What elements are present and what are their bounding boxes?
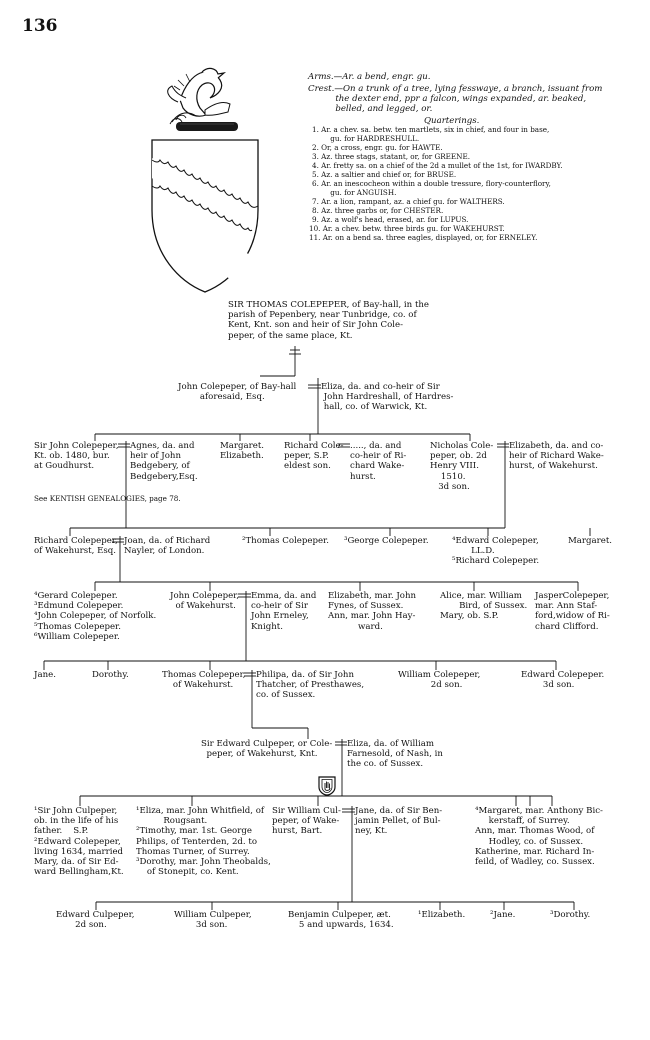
edward-culpeper-2d: Edward Culpeper, 2d son. [56, 910, 135, 931]
elizabeth-wakehurst: Elizabeth, da. and co- heir of Richard Wake- hurst, of Wakehurst. [509, 441, 604, 472]
sir-edward-culpeper: Sir Edward Culpeper, or Cole- peper, of Wakehurst, Knt. [201, 739, 333, 760]
thomas-colepeper-wakehurst: Thomas Colepeper, of Wakehurst. [162, 670, 246, 691]
emma-erneley: Emma, da. and co-heir of Sir John Erneley, Knight. [251, 591, 317, 632]
alice-mary: Alice, mar. William Bird, of Sussex. Mary, ob. S.P. [440, 591, 528, 622]
kentish-genealogies-note: See KENTISH GENEALOGIES, page 78. [34, 494, 181, 503]
margaret-elizabeth: Margaret. Elizabeth. [220, 441, 265, 462]
jane-gen9: ²Jane. [490, 910, 516, 920]
sir-john-culpeper-edward: ¹Sir John Culpeper, ob. in the life of his father. S.P. ²Edward Colepeper, living 1634, married Mary, da. of Sir Ed- ward Bellingham,Kt. [34, 806, 124, 878]
jane-pellet: Jane, da. of Sir Ben- jamin Pellet, of Bul- ney, Kt. [355, 806, 443, 837]
benjamin-culpeper: Benjamin Culpeper, æt. 5 and upwards, 1634. [288, 910, 394, 931]
sir-thomas-colepeper: SIR THOMAS COLEPEPER, of Bay-hall, in the parish of Pepenbery, near Tunbridge, co. of Kent, Knt. son and heir of Sir John Cole- peper, of the same place, Kt. [228, 300, 430, 341]
quartering-7: 7. Ar. a lion, rampant, az. a chief gu. for WALTHERS. [312, 197, 505, 206]
wakehurst-coheir: ....., da. and co-heir of Ri- chard Wake- hurst. [350, 441, 407, 482]
crest-blazon: Crest.—On a trunk of a tree, lying fesswaye, a branch, issuant from the dexter end, ppr a falcon, wings expanded, ar. beaked, belled, and legged, or. [308, 84, 603, 115]
nicholas-colepeper: Nicholas Cole- peper, ob. 2d Henry VIII. 1510. 3d son. [430, 441, 494, 492]
quartering-1: 1. Ar. a chev. sa. betw. ten martlets, six in chief, and four in base, gu. for HARDRESHULL. [312, 125, 550, 143]
john-colepeper-bayhall: John Colepeper, of Bay-hall aforesaid, Esq. [178, 382, 297, 403]
quartering-2: 2. Or, a cross, engr. gu. for HAWTE. [312, 143, 443, 152]
younger-sons-list: ⁴Gerard Colepeper. ³Edmund Colepeper. ⁴John Colepeper, of Norfolk. ⁵Thomas Colepeper. ⁶William Colepeper. [34, 591, 157, 642]
jane-gen6: Jane. [34, 670, 56, 680]
margaret-ann-katherine: ⁴Margaret, mar. Anthony Bic- kerstaff, of Surrey. Ann, mar. Thomas Wood, of Hodley, co. of Sussex. Katherine, mar. Richard In- feild, of Wadley, co. Sussex. [475, 806, 603, 868]
margaret-gen4: Margaret. [568, 536, 613, 546]
eliza-timothy-dorothy: ¹Eliza, mar. John Whitfield, of Rougsant. ²Timothy, mar. 1st. George Philips, of Tenterden, 2d. to Thomas Turner, of Surrey. ³Dorothy, mar. John Theobalds, of Stonepit, co. Kent. [136, 806, 271, 878]
quartering-3: 3. Az. three stags, statant, or, for GREENE. [312, 152, 470, 161]
quartering-9: 9. Az. a wolf's head, erased, ar. for LUPUS. [312, 215, 469, 224]
quartering-10: 10. Ar. a chev. betw. three birds gu. for WAKEHURST. [309, 224, 505, 233]
elizabeth-gen9: ¹Elizabeth. [418, 910, 466, 920]
richard-colepeper-sp: Richard Cole- peper, S.P. eldest son. [284, 441, 344, 472]
quartering-8: 8. Az. three garbs or, for CHESTER. [312, 206, 444, 215]
jasper-colepeper: JasperColepeper, mar. Ann Staf- ford,widow of Ri- chard Clifford. [535, 591, 610, 632]
dorothy-gen9: ³Dorothy. [550, 910, 591, 920]
sir-william-culpeper: Sir William Cul- peper, of Wake- hurst, Bart. [272, 806, 341, 837]
edward-colepeper-lld: ⁴Edward Colepeper, LL.D. ⁵Richard Colepeper. [452, 536, 540, 567]
joan-nayler: Joan, da. of Richard Nayler, of London. [124, 536, 211, 557]
quartering-6: 6. Ar. an inescocheon within a double tressure, flory-counterflory, gu. for ANGUISH. [312, 179, 551, 197]
edward-colepeper-3d: Edward Colepeper. 3d son. [521, 670, 605, 691]
sir-john-colepeper: Sir John Colepeper, Kt. ob. 1480, bur. at Goudhurst. [34, 441, 119, 472]
william-colepeper-2d: William Colepeper, 2d son. [398, 670, 481, 691]
dorothy-gen6: Dorothy. [92, 670, 129, 680]
richard-colepeper-wakehurst: Richard Colepeper, of Wakehurst, Esq. [34, 536, 118, 557]
quartering-11: 11. Ar. on a bend sa. three eagles, displayed, or, for ERNELEY. [309, 233, 538, 242]
eliza-farnesold: Eliza, da. of William Farnesold, of Nash, in the co. of Sussex. [347, 739, 443, 770]
quartering-5: 5. Az. a saltier and chief or, for BRUSE. [312, 170, 457, 179]
john-colepeper-wakehurst: John Colepeper, of Wakehurst. [170, 591, 240, 612]
quartering-4: 4. Ar. fretty sa. on a chief of the 2d a mullet of the 1st, for IWARDBY. [312, 161, 563, 170]
thomas-colepeper-2: ²Thomas Colepeper. [242, 536, 329, 546]
george-colepeper: ³George Colepeper. [344, 536, 429, 546]
arms-blazon: Arms.—Ar. a bend, engr. gu. [308, 72, 431, 82]
page-number: 136 [22, 16, 58, 36]
quarterings-title: Quarterings. [424, 116, 480, 126]
eliza-hardreshall: Eliza, da. and co-heir of Sir John Hardreshall, of Hardres- hall, co. of Warwick, Kt. [321, 382, 454, 413]
elizabeth-ann: Elizabeth, mar. John Fynes, of Sussex. Ann, mar. John Hay- ward. [328, 591, 417, 632]
agnes-bedgebery: Agnes, da. and heir of John Bedgebery, of Bedgebery,Esq. [130, 441, 198, 482]
william-culpeper-3d: William Culpeper, 3d son. [174, 910, 252, 931]
philipa-thatcher: Philipa, da. of Sir John Thatcher, of Presthawes, co. of Sussex. [256, 670, 365, 701]
